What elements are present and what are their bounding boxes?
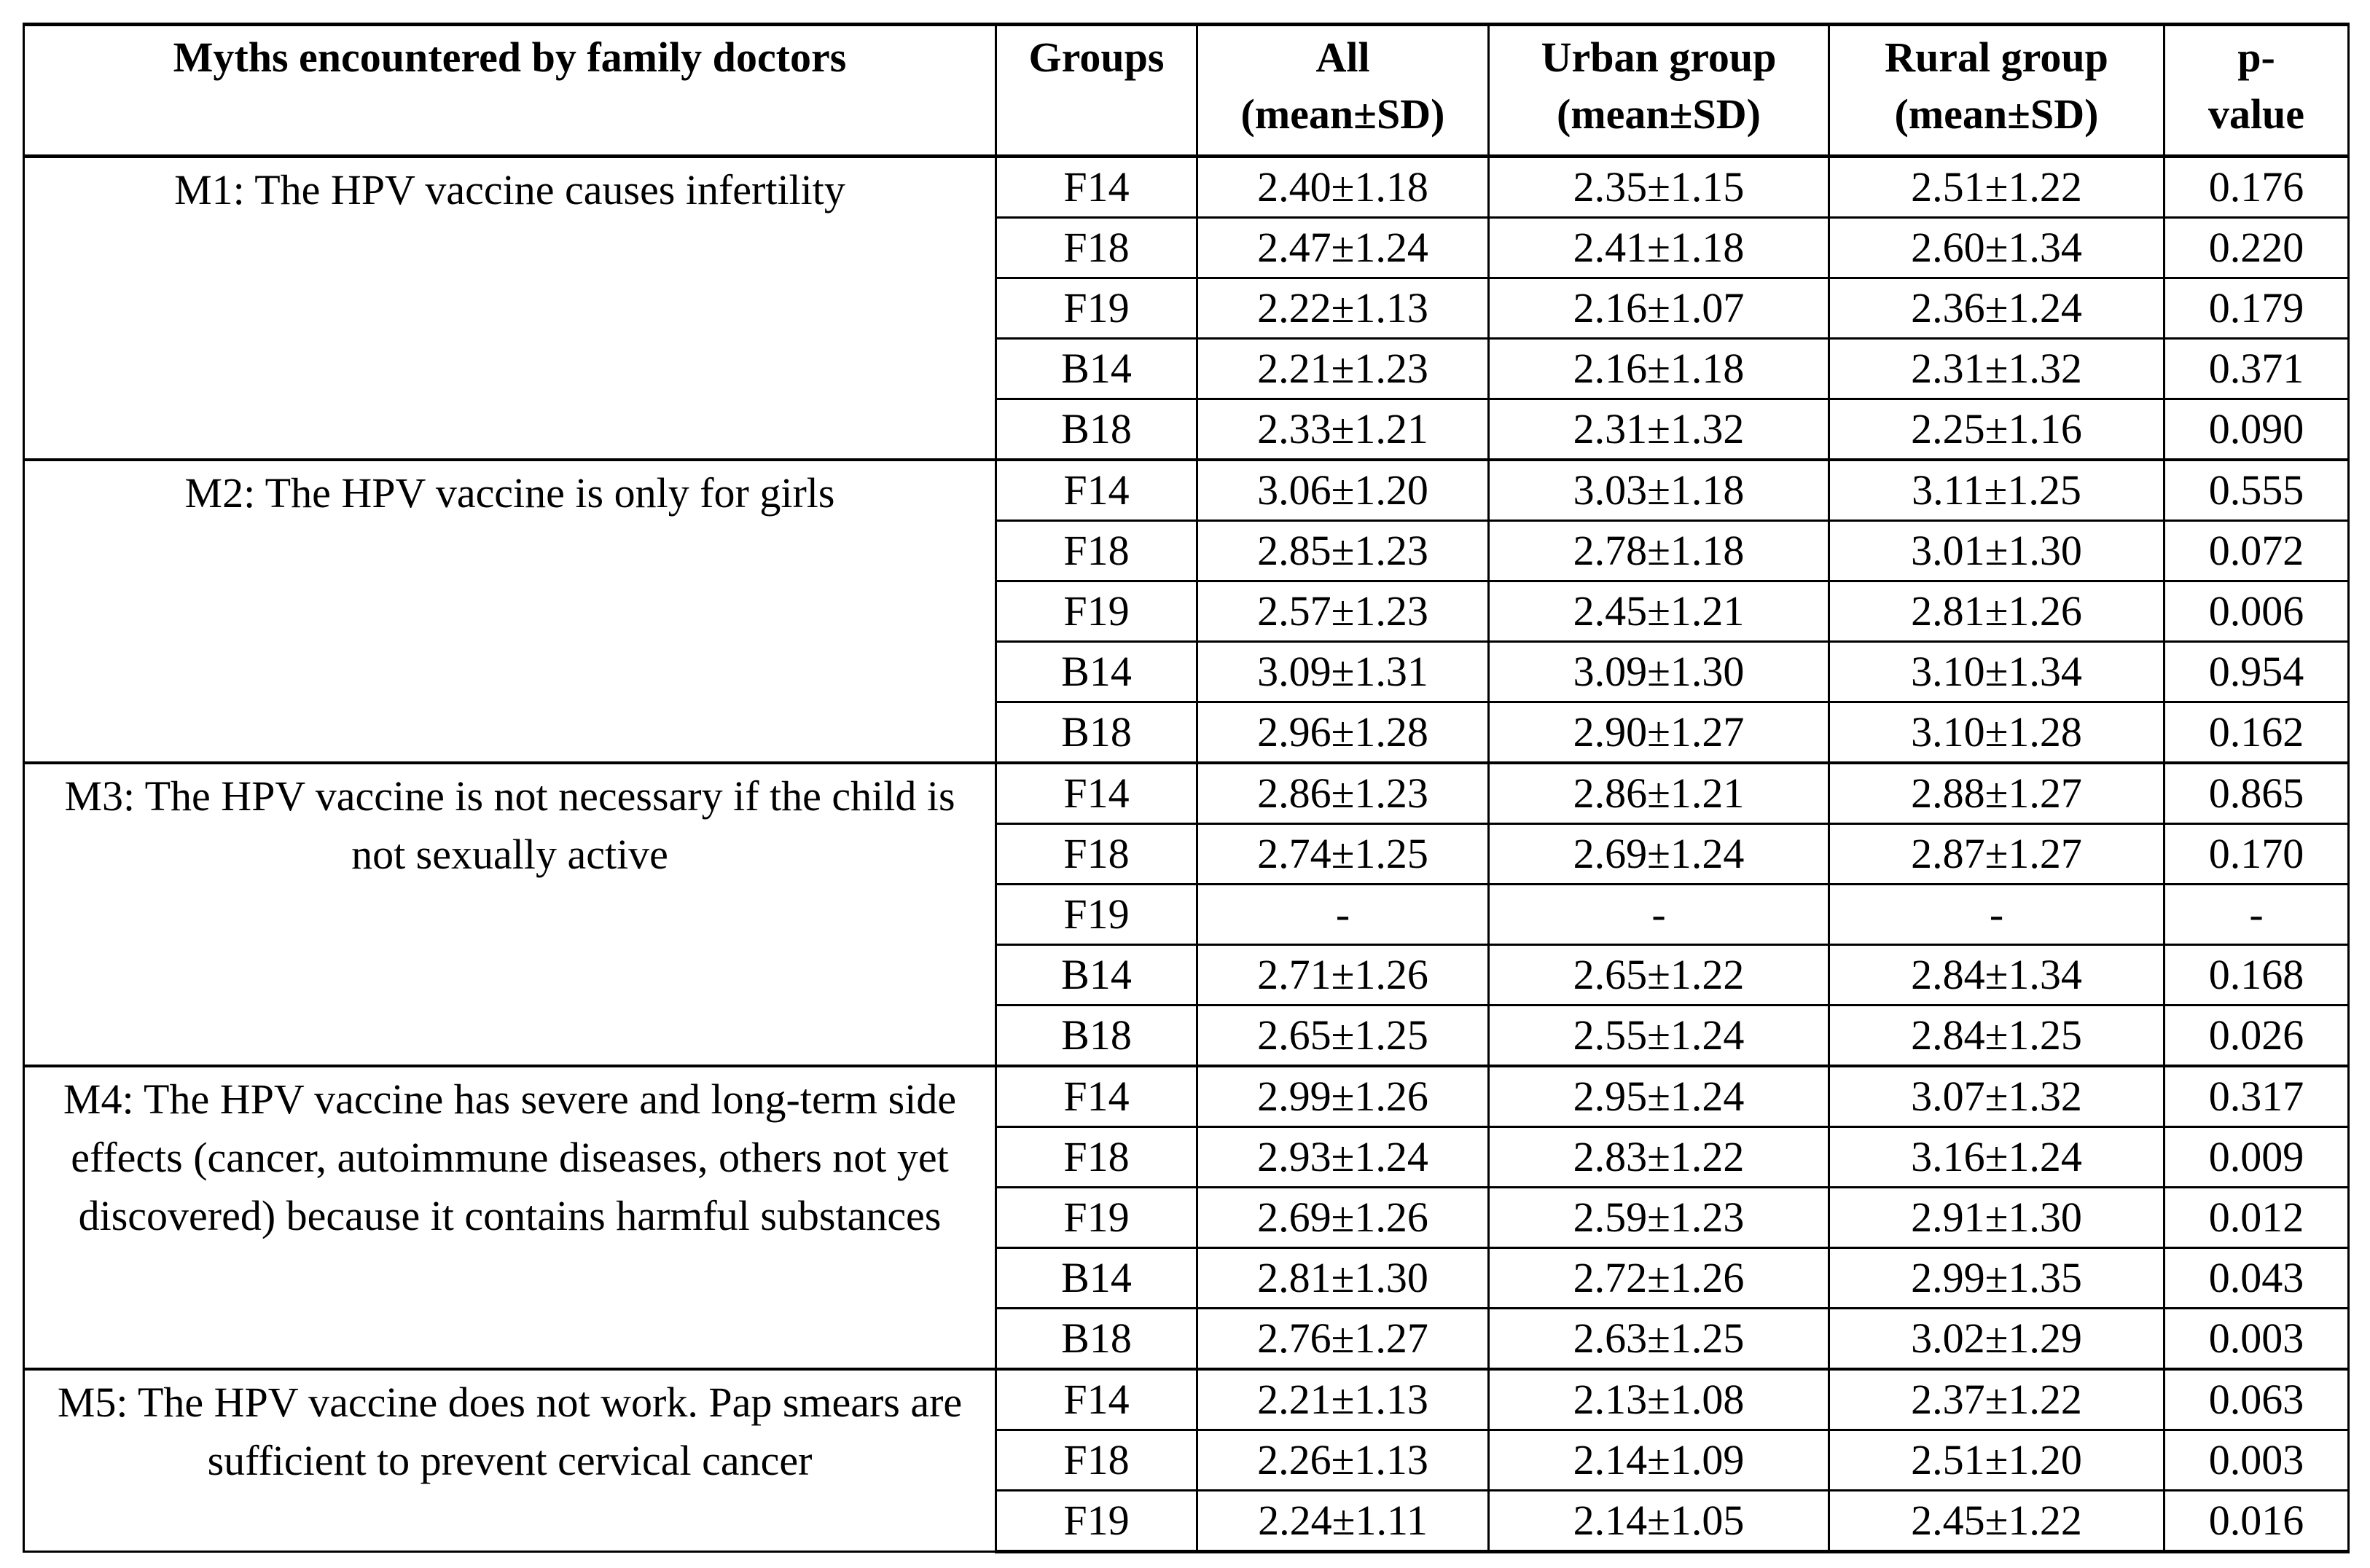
group-cell: F14 [996, 763, 1197, 824]
all-mean-sd-cell: 2.81±1.30 [1197, 1248, 1489, 1309]
urban-mean-sd-cell: 3.09±1.30 [1489, 642, 1829, 702]
header-urban-line2: (mean±SD) [1557, 90, 1761, 138]
all-mean-sd-cell: 2.69±1.26 [1197, 1188, 1489, 1248]
header-rural [1829, 25, 2164, 157]
all-mean-sd-cell: 2.47±1.24 [1197, 218, 1489, 278]
p-value-cell: 0.003 [2164, 1309, 2349, 1370]
all-mean-sd-cell: 3.06±1.20 [1197, 460, 1489, 521]
group-cell: B14 [996, 945, 1197, 1006]
p-value-cell: 0.006 [2164, 581, 2349, 642]
urban-mean-sd-cell: 2.55±1.24 [1489, 1006, 1829, 1067]
group-cell: F19 [996, 1491, 1197, 1552]
urban-mean-sd-cell: 2.14±1.09 [1489, 1430, 1829, 1491]
urban-mean-sd-cell: 2.14±1.05 [1489, 1491, 1829, 1552]
urban-mean-sd-cell: 2.63±1.25 [1489, 1309, 1829, 1370]
urban-mean-sd-cell: 2.31±1.32 [1489, 399, 1829, 460]
rural-mean-sd-cell: 3.10±1.34 [1829, 642, 2164, 702]
all-mean-sd-cell: 2.86±1.23 [1197, 763, 1489, 824]
all-mean-sd-cell: - [1197, 885, 1489, 945]
p-value-cell: 0.003 [2164, 1430, 2349, 1491]
header-urban-line1: Urban group [1541, 34, 1777, 81]
p-value-cell: 0.026 [2164, 1006, 2349, 1067]
p-value-cell: 0.179 [2164, 278, 2349, 339]
group-cell: F14 [996, 460, 1197, 521]
myth-label-cell: M5: The HPV vaccine does not work. Pap smears are sufficient to prevent cervical cancer [24, 1369, 996, 1552]
group-cell: F14 [996, 1369, 1197, 1430]
table-header [24, 25, 2349, 157]
rural-mean-sd-cell: 2.87±1.27 [1829, 824, 2164, 885]
group-cell: B14 [996, 642, 1197, 702]
group-cell: F14 [996, 1066, 1197, 1127]
header-myth [24, 25, 996, 157]
group-cell: F19 [996, 581, 1197, 642]
rural-mean-sd-cell: 2.45±1.22 [1829, 1491, 2164, 1552]
rural-mean-sd-cell: 2.91±1.30 [1829, 1188, 2164, 1248]
all-mean-sd-cell: 2.99±1.26 [1197, 1066, 1489, 1127]
urban-mean-sd-cell: 2.59±1.23 [1489, 1188, 1829, 1248]
header-urban [1489, 25, 1829, 157]
myth-label-cell: M4: The HPV vaccine has severe and long-term side effects (cancer, autoimmune diseases, others not yet discovered) because it contains harmful substances [24, 1066, 996, 1369]
p-value-cell: 0.063 [2164, 1369, 2349, 1430]
urban-mean-sd-cell: 2.45±1.21 [1489, 581, 1829, 642]
header-p-line2: value [2207, 90, 2305, 138]
group-cell: B18 [996, 1006, 1197, 1067]
p-value-cell: 0.317 [2164, 1066, 2349, 1127]
group-cell: F18 [996, 824, 1197, 885]
group-cell: F19 [996, 885, 1197, 945]
urban-mean-sd-cell: 2.72±1.26 [1489, 1248, 1829, 1309]
group-cell: F18 [996, 218, 1197, 278]
urban-mean-sd-cell: 2.35±1.15 [1489, 157, 1829, 218]
p-value-cell: 0.170 [2164, 824, 2349, 885]
rural-mean-sd-cell: 3.02±1.29 [1829, 1309, 2164, 1370]
header-rural-line2: (mean±SD) [1894, 90, 2099, 138]
header-myth-label: Myths encountered by family doctors [173, 34, 847, 81]
table-row [24, 1369, 2349, 1430]
urban-mean-sd-cell: - [1489, 885, 1829, 945]
urban-mean-sd-cell: 2.90±1.27 [1489, 702, 1829, 764]
all-mean-sd-cell: 2.74±1.25 [1197, 824, 1489, 885]
table-row [24, 157, 2349, 218]
rural-mean-sd-cell: 2.60±1.34 [1829, 218, 2164, 278]
all-mean-sd-cell: 2.65±1.25 [1197, 1006, 1489, 1067]
urban-mean-sd-cell: 2.65±1.22 [1489, 945, 1829, 1006]
header-rural-line1: Rural group [1885, 34, 2108, 81]
header-groups-label: Groups [1028, 34, 1165, 81]
group-cell: F14 [996, 157, 1197, 218]
all-mean-sd-cell: 2.21±1.13 [1197, 1369, 1489, 1430]
all-mean-sd-cell: 2.26±1.13 [1197, 1430, 1489, 1491]
p-value-cell: - [2164, 885, 2349, 945]
urban-mean-sd-cell: 2.78±1.18 [1489, 521, 1829, 581]
rural-mean-sd-cell: 2.31±1.32 [1829, 339, 2164, 399]
urban-mean-sd-cell: 3.03±1.18 [1489, 460, 1829, 521]
rural-mean-sd-cell: 3.07±1.32 [1829, 1066, 2164, 1127]
header-all-line2: (mean±SD) [1240, 90, 1445, 138]
urban-mean-sd-cell: 2.86±1.21 [1489, 763, 1829, 824]
all-mean-sd-cell: 2.57±1.23 [1197, 581, 1489, 642]
rural-mean-sd-cell: 3.11±1.25 [1829, 460, 2164, 521]
header-row [24, 25, 2349, 157]
p-value-cell: 0.072 [2164, 521, 2349, 581]
myth-label-cell: M3: The HPV vaccine is not necessary if the child is not sexually active [24, 763, 996, 1066]
all-mean-sd-cell: 2.24±1.11 [1197, 1491, 1489, 1552]
urban-mean-sd-cell: 2.69±1.24 [1489, 824, 1829, 885]
table-body [24, 157, 2349, 1552]
urban-mean-sd-cell: 2.95±1.24 [1489, 1066, 1829, 1127]
p-value-cell: 0.043 [2164, 1248, 2349, 1309]
myth-label-cell: M1: The HPV vaccine causes infertility [24, 157, 996, 460]
table-row [24, 460, 2349, 521]
all-mean-sd-cell: 2.33±1.21 [1197, 399, 1489, 460]
rural-mean-sd-cell: 2.51±1.20 [1829, 1430, 2164, 1491]
urban-mean-sd-cell: 2.83±1.22 [1489, 1127, 1829, 1188]
all-mean-sd-cell: 2.85±1.23 [1197, 521, 1489, 581]
urban-mean-sd-cell: 2.16±1.18 [1489, 339, 1829, 399]
header-p-value [2164, 25, 2349, 157]
header-all [1197, 25, 1489, 157]
rural-mean-sd-cell: 3.01±1.30 [1829, 521, 2164, 581]
rural-mean-sd-cell: 2.88±1.27 [1829, 763, 2164, 824]
all-mean-sd-cell: 2.22±1.13 [1197, 278, 1489, 339]
all-mean-sd-cell: 2.96±1.28 [1197, 702, 1489, 764]
p-value-cell: 0.371 [2164, 339, 2349, 399]
rural-mean-sd-cell: 2.84±1.25 [1829, 1006, 2164, 1067]
header-p-line1: p- [2237, 34, 2275, 81]
p-value-cell: 0.016 [2164, 1491, 2349, 1552]
p-value-cell: 0.954 [2164, 642, 2349, 702]
rural-mean-sd-cell: 2.25±1.16 [1829, 399, 2164, 460]
group-cell: F18 [996, 521, 1197, 581]
group-cell: F19 [996, 1188, 1197, 1248]
myth-label-cell: M2: The HPV vaccine is only for girls [24, 460, 996, 763]
group-cell: B18 [996, 1309, 1197, 1370]
group-cell: B14 [996, 339, 1197, 399]
header-all-line1: All [1315, 34, 1370, 81]
p-value-cell: 0.865 [2164, 763, 2349, 824]
myths-statistics-table [23, 23, 2350, 1553]
all-mean-sd-cell: 3.09±1.31 [1197, 642, 1489, 702]
rural-mean-sd-cell: 3.10±1.28 [1829, 702, 2164, 764]
group-cell: B14 [996, 1248, 1197, 1309]
table-row [24, 1066, 2349, 1127]
rural-mean-sd-cell: - [1829, 885, 2164, 945]
rural-mean-sd-cell: 2.81±1.26 [1829, 581, 2164, 642]
rural-mean-sd-cell: 2.37±1.22 [1829, 1369, 2164, 1430]
all-mean-sd-cell: 2.93±1.24 [1197, 1127, 1489, 1188]
group-cell: F19 [996, 278, 1197, 339]
p-value-cell: 0.220 [2164, 218, 2349, 278]
urban-mean-sd-cell: 2.16±1.07 [1489, 278, 1829, 339]
group-cell: B18 [996, 399, 1197, 460]
group-cell: B18 [996, 702, 1197, 764]
all-mean-sd-cell: 2.71±1.26 [1197, 945, 1489, 1006]
rural-mean-sd-cell: 3.16±1.24 [1829, 1127, 2164, 1188]
all-mean-sd-cell: 2.21±1.23 [1197, 339, 1489, 399]
group-cell: F18 [996, 1430, 1197, 1491]
p-value-cell: 0.009 [2164, 1127, 2349, 1188]
group-cell: F18 [996, 1127, 1197, 1188]
all-mean-sd-cell: 2.40±1.18 [1197, 157, 1489, 218]
rural-mean-sd-cell: 2.36±1.24 [1829, 278, 2164, 339]
p-value-cell: 0.176 [2164, 157, 2349, 218]
p-value-cell: 0.012 [2164, 1188, 2349, 1248]
urban-mean-sd-cell: 2.13±1.08 [1489, 1369, 1829, 1430]
all-mean-sd-cell: 2.76±1.27 [1197, 1309, 1489, 1370]
p-value-cell: 0.555 [2164, 460, 2349, 521]
header-groups [996, 25, 1197, 157]
p-value-cell: 0.168 [2164, 945, 2349, 1006]
rural-mean-sd-cell: 2.51±1.22 [1829, 157, 2164, 218]
rural-mean-sd-cell: 2.99±1.35 [1829, 1248, 2164, 1309]
urban-mean-sd-cell: 2.41±1.18 [1489, 218, 1829, 278]
rural-mean-sd-cell: 2.84±1.34 [1829, 945, 2164, 1006]
table-row [24, 763, 2349, 824]
p-value-cell: 0.090 [2164, 399, 2349, 460]
p-value-cell: 0.162 [2164, 702, 2349, 764]
